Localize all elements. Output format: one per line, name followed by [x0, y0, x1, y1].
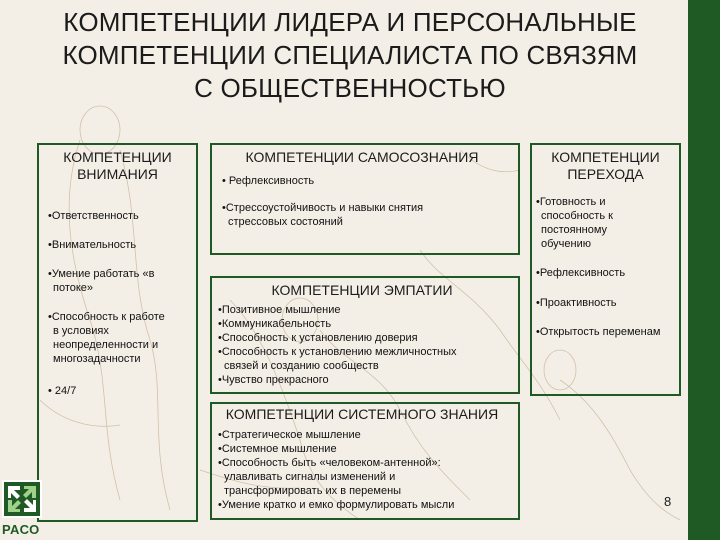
selfawareness-item: •Стрессоустойчивость и навыки снятия [222, 202, 424, 214]
attention-item: •Внимательность [48, 239, 137, 251]
logo-text: РАСО [2, 522, 40, 537]
page-number: 8 [664, 494, 672, 509]
transition-heading-line-1: КОМПЕТЕНЦИИ [551, 149, 660, 165]
transition-item: •Рефлексивность [536, 267, 626, 279]
systemic-item: трансформировать их в перемены [224, 485, 402, 497]
right-accent-bar [688, 0, 720, 540]
systemic-item: •Системное мышление [218, 443, 337, 455]
systemic-heading: КОМПЕТЕНЦИИ СИСТЕМНОГО ЗНАНИЯ [225, 406, 499, 422]
transition-item: •Проактивность [536, 297, 617, 309]
empathy-heading: КОМПЕТЕНЦИИ ЭМПАТИИ [271, 282, 453, 298]
selfawareness-heading: КОМПЕТЕНЦИИ САМОСОЗНАНИЯ [245, 149, 479, 165]
selfawareness-item: • Рефлексивность [222, 175, 315, 187]
systemic-item: •Умение кратко и емко формулировать мысли [218, 499, 455, 511]
attention-item: •Способность к работе [48, 311, 165, 323]
transition-item: постоянному [541, 224, 608, 236]
attention-item: неопределенности и [53, 339, 159, 351]
transition-item: •Открытость переменам [536, 326, 661, 338]
attention-heading [40, 149, 195, 183]
slide-title [20, 6, 680, 105]
paco-logo [2, 480, 42, 518]
transition-heading-line-2: ПЕРЕХОДА [567, 166, 644, 182]
empathy-item: •Чувство прекрасного [218, 374, 329, 386]
attention-item: •Ответственность [48, 210, 139, 222]
transition-item: •Готовность и [536, 196, 606, 208]
attention-item: потоке» [53, 282, 94, 294]
logo-arrows-icon [4, 482, 40, 516]
transition-item: способность к [541, 210, 613, 222]
attention-item: •Умение работать «в [48, 268, 155, 280]
empathy-item: •Коммуникабельность [218, 318, 332, 330]
attention-item: многозадачности [53, 353, 141, 365]
systemic-item: •Стратегическое мышление [218, 429, 361, 441]
attention-heading-line-2: ВНИМАНИЯ [77, 166, 158, 182]
empathy-item: •Способность к установлению доверия [218, 332, 418, 344]
title-line-2: КОМПЕТЕНЦИИ СПЕЦИАЛИСТА ПО СВЯЗЯМ [62, 40, 638, 70]
attention-heading-line-1: КОМПЕТЕНЦИИ [63, 149, 172, 165]
empathy-item: •Способность к установлению межличностных [218, 346, 457, 358]
empathy-item: •Позитивное мышление [218, 304, 341, 316]
transition-heading [532, 149, 679, 183]
attention-item: • 24/7 [48, 385, 77, 397]
empathy-item: связей и созданию сообществ [224, 360, 379, 372]
title-line-3: С ОБЩЕСТВЕННОСТЬЮ [194, 73, 506, 103]
attention-item: в условиях [53, 325, 109, 337]
systemic-item: •Способность быть «человеком-антенной»: [218, 457, 441, 469]
title-line-1: КОМПЕТЕНЦИИ ЛИДЕРА И ПЕРСОНАЛЬНЫЕ [63, 7, 637, 37]
selfawareness-item: стрессовых состояний [228, 216, 343, 228]
transition-item: обучению [541, 238, 591, 250]
systemic-item: улавливать сигналы изменений и [224, 471, 396, 483]
